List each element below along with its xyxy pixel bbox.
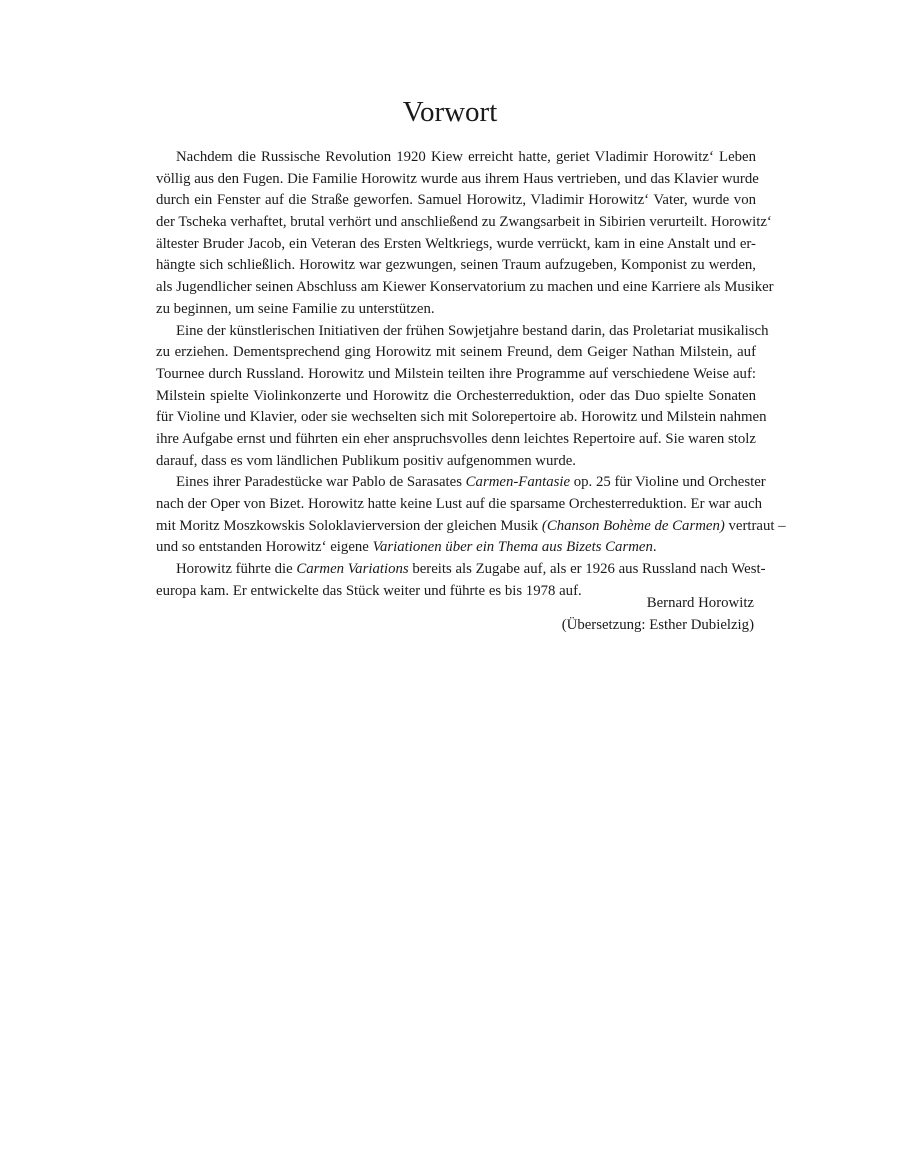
text-line	[156, 255, 756, 277]
text-line	[156, 494, 763, 516]
text-segment: zu erziehen. Dementsprechend ging Horowitz mit seinem Freund, dem Geiger Nathan Milstein, auf	[156, 344, 756, 361]
text-segment: Horowitz führte die	[176, 561, 297, 578]
text-segment: .	[652, 539, 657, 556]
text-segment: zu beginnen, um seine Familie zu unterstützen.	[156, 300, 435, 317]
text-segment: völlig aus den Fugen. Die Familie Horowitz wurde aus ihrem Haus vertrieben, und das Klavier wurde	[156, 170, 759, 187]
text-segment: europa kam. Er entwickelte das Stück weiter und führte es bis 1978 auf.	[156, 582, 582, 599]
paragraph-1	[156, 147, 774, 321]
text-segment: und so entstanden Horowitz‘ eigene	[156, 539, 373, 556]
text-line	[156, 190, 756, 212]
author-name: Bernard Horowitz	[646, 595, 754, 611]
text-line	[156, 342, 756, 364]
text-line	[156, 169, 759, 191]
body-text	[156, 147, 786, 602]
text-segment: Tournee durch Russland. Horowitz und Milstein teilten ihre Programme auf verschiedene Weise auf:	[156, 365, 756, 382]
italic-title-chanson-boheme: (Chanson Bohème de Carmen)	[541, 517, 725, 534]
translator-credit: (Übersetzung: Esther Dubielzig)	[561, 617, 754, 633]
text-segment: als Jugendlicher seinen Abschluss am Kiewer Konservatorium zu machen und eine Karriere als Musiker	[156, 279, 774, 296]
paragraph-3	[156, 472, 786, 559]
text-line	[156, 407, 767, 429]
italic-title-variationen: Variationen über ein Thema aus Bizets Carmen	[372, 539, 653, 556]
text-segment: Eine der künstlerischen Initiativen der frühen Sowjetjahre bestand darin, das Proletariat musikalisch	[176, 322, 769, 339]
text-line	[156, 386, 756, 408]
signature-block	[562, 592, 754, 636]
text-segment: der Tscheka verhaftet, brutal verhört und anschließend zu Zwangsarbeit in Sibirien verurteilt. Horowitz‘	[156, 214, 772, 231]
text-line	[156, 299, 756, 321]
text-segment: mit Moritz Moszkowskis Soloklavierversion der gleichen Musik	[156, 517, 542, 534]
text-line	[156, 212, 772, 234]
text-line	[156, 277, 774, 299]
text-segment: für Violine und Klavier, oder sie wechselten sich mit Solorepertoire ab. Horowitz und Milstein nahmen	[156, 409, 767, 426]
text-segment: ältester Bruder Jacob, ein Veteran des Ersten Weltkriegs, wurde verrückt, kam in eine Anstalt und er-	[156, 235, 756, 252]
text-segment: ihre Aufgabe ernst und führten ein eher anspruchsvolles denn leichtes Repertoire auf. Sie waren stolz	[156, 430, 756, 447]
text-segment: Eines ihrer Paradestücke war Pablo de Sarasates	[176, 474, 466, 491]
paragraph-2	[156, 321, 769, 473]
text-line	[156, 516, 786, 538]
text-line	[156, 321, 769, 343]
text-line	[156, 147, 756, 169]
text-segment: darauf, dass es vom ländlichen Publikum positiv aufgenommen wurde.	[156, 452, 576, 469]
text-segment: Nachdem die Russische Revolution 1920 Kiew erreicht hatte, geriet Vladimir Horowitz‘ Leben	[176, 149, 756, 165]
text-segment: nach der Oper von Bizet. Horowitz hatte keine Lust auf die sparsame Orchesterreduktion. Er war auch	[156, 496, 763, 512]
page-title: Vorwort	[402, 96, 498, 128]
text-segment: durch ein Fenster auf die Straße geworfen. Samuel Horowitz, Vladimir Horowitz‘ Vater, wurde von	[156, 192, 756, 209]
text-line	[156, 559, 766, 581]
text-line	[156, 472, 766, 494]
text-segment: vertraut –	[724, 517, 786, 534]
text-segment: op. 25 für Violine und Orchester	[570, 474, 766, 491]
text-line	[156, 537, 756, 559]
text-line	[156, 234, 756, 256]
text-segment: bereits als Zugabe auf, als er 1926 aus Russland nach West-	[408, 561, 766, 578]
text-segment: hängte sich schließlich. Horowitz war gezwungen, seinen Traum aufzugeben, Komponist zu werden,	[156, 257, 756, 274]
text-line	[156, 429, 756, 451]
text-line	[156, 364, 756, 386]
text-line	[156, 451, 756, 473]
italic-title-carmen-variations: Carmen Variations	[296, 561, 409, 578]
text-segment: Milstein spielte Violinkonzerte und Horowitz die Orchesterreduktion, oder das Duo spielte Sonaten	[156, 387, 756, 404]
italic-title-carmen-fantasie: Carmen-Fantasie	[465, 474, 571, 491]
